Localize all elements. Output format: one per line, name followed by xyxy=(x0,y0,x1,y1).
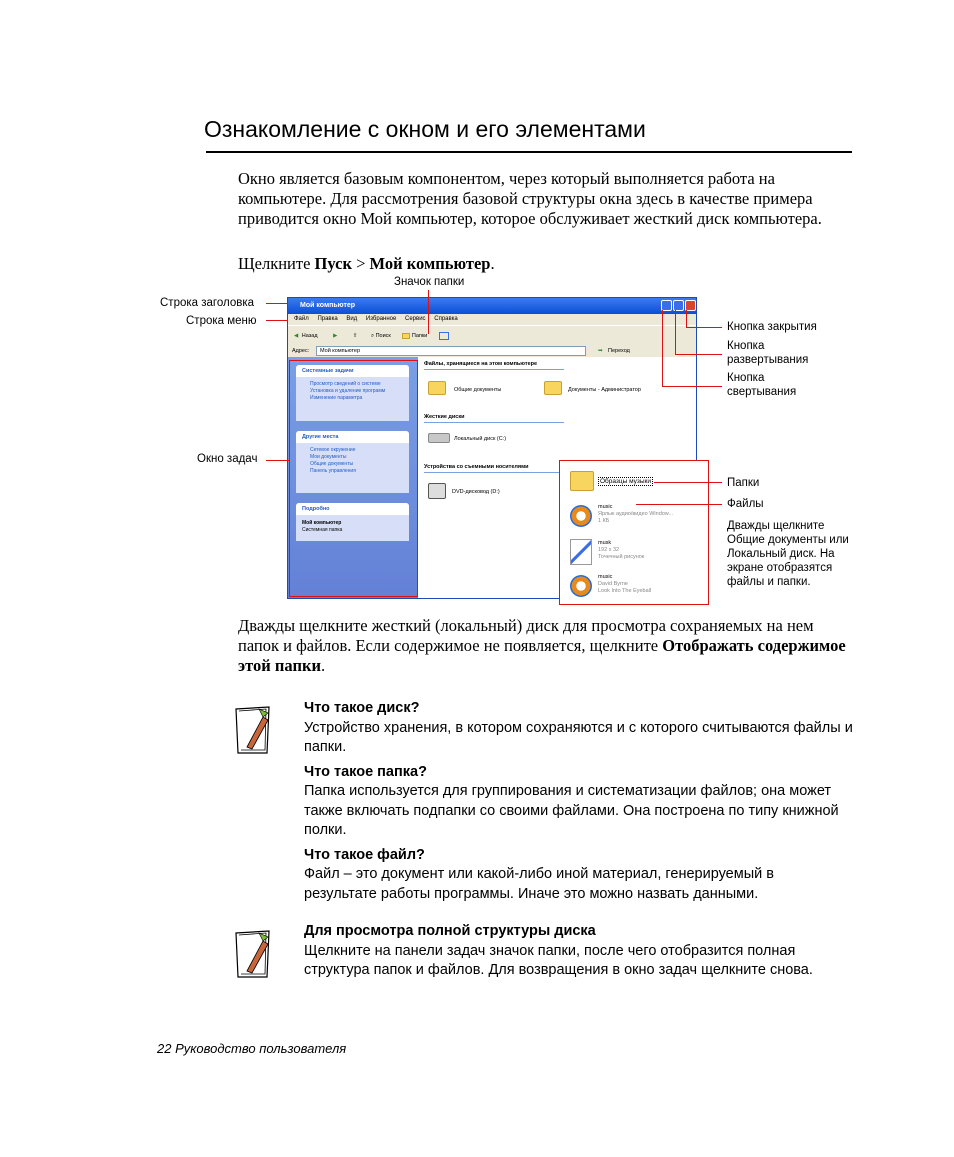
dvd-drive-label[interactable]: DVD-дисковод (D:) xyxy=(452,489,500,495)
go-button-label[interactable]: Переход xyxy=(608,348,630,354)
music-samples-folder-label[interactable]: Образцы музыки xyxy=(600,478,652,485)
intro-paragraph: Окно является базовым компонентом, через который выполняется работа на компьютере. Для рассмотрения базовой структуры окна здесь в качестве примера приводится окно Мой компьютер, которое обслуживает жесткий диск компьютера. xyxy=(238,169,822,228)
note-file-question: Что такое файл? xyxy=(304,846,425,863)
back-icon[interactable]: ◀ xyxy=(294,333,299,339)
up-icon[interactable]: ⇧ xyxy=(352,333,358,339)
file2-name[interactable]: musk xyxy=(598,540,612,546)
group-rule xyxy=(424,369,564,370)
details-title[interactable]: Подробно xyxy=(296,503,409,515)
window-menu-bar xyxy=(288,314,696,325)
callout-line xyxy=(686,327,722,328)
callout-double-click: Дважды щелкните Общие документы или Локальный диск. На экране отобразятся файлы и папки. xyxy=(727,520,849,588)
page-title: Ознакомление с окном и его элементами xyxy=(204,116,646,142)
callout-task-pane: Окно задач xyxy=(197,453,258,465)
menu-edit[interactable]: Правка xyxy=(317,316,338,322)
callout-line xyxy=(636,504,722,505)
callout-folder-icon: Значок папки xyxy=(394,276,465,288)
note-folder-question: Что такое папка? xyxy=(304,763,427,780)
note-structure-question: Для просмотра полной структуры диска xyxy=(304,923,596,939)
callout-line xyxy=(266,303,288,304)
callout-close-button: Кнопка закрытия xyxy=(727,321,817,333)
menu-file[interactable]: Файл xyxy=(294,316,309,322)
callout-line xyxy=(662,310,663,387)
menu-favorites[interactable]: Избранное xyxy=(365,316,397,322)
bitmap-file-icon[interactable] xyxy=(570,539,592,565)
file1-type: Ярлык аудио/видео Window... xyxy=(598,511,674,517)
callout-line xyxy=(266,460,289,461)
admin-docs-folder-icon[interactable] xyxy=(544,381,562,395)
place-my-documents[interactable]: Мои документы xyxy=(310,454,347,460)
dvd-drive-icon[interactable] xyxy=(428,483,446,499)
group-stored-files: Файлы, хранящиеся на этом компьютере xyxy=(424,361,538,367)
folders-button-label[interactable]: Папки xyxy=(411,333,428,339)
note-folder-answer: Папка используется для группирования и систематизации файлов; она может также включать подпапки со своими файлами. Она построена по типу книжной полки. xyxy=(304,783,839,838)
title-underline xyxy=(206,151,852,153)
media-file-icon[interactable] xyxy=(570,505,592,527)
notes-block-1 xyxy=(304,699,856,904)
callout-maximize-button: Кнопка развертывания xyxy=(727,340,809,366)
callout-line xyxy=(266,320,288,321)
shared-docs-label[interactable]: Общие документы xyxy=(454,387,502,393)
file3-name[interactable]: music xyxy=(598,574,613,580)
address-field[interactable]: Мой компьютер xyxy=(316,346,586,356)
address-label: Адрес: xyxy=(292,348,310,354)
file3-artist: David Byrne xyxy=(598,581,628,587)
place-shared-documents[interactable]: Общие документы xyxy=(310,461,354,467)
task-change-setting[interactable]: Изменение параметра xyxy=(310,395,363,401)
details-item-type: Системная папка xyxy=(302,527,343,533)
instruction-paragraph: Щелкните Пуск > Мой компьютер. xyxy=(238,254,495,273)
file3-album: Look Into The Eyeball xyxy=(598,588,652,594)
local-disk-label[interactable]: Локальный диск (C:) xyxy=(454,436,507,442)
audio-file-icon[interactable] xyxy=(570,575,592,597)
note-folder xyxy=(304,763,856,841)
note-disk-answer: Устройство хранения, в котором сохраняются и с которого считываются файлы и папки. xyxy=(304,719,853,755)
task-pane-highlight xyxy=(289,360,418,597)
go-icon[interactable]: ➡ xyxy=(598,348,603,354)
callout-folders: Папки xyxy=(727,477,760,489)
file2-type: Точечный рисунок xyxy=(598,554,645,560)
file2-dimensions: 192 x 32 xyxy=(598,547,620,553)
note-disk-question: Что такое диск? xyxy=(304,700,420,716)
callout-line xyxy=(686,310,687,328)
menu-view[interactable]: Вид xyxy=(346,316,358,322)
other-places-title[interactable]: Другие места xyxy=(296,431,409,443)
menu-help[interactable]: Справка xyxy=(434,316,458,322)
page-footer: 22 Руководство пользователя xyxy=(157,1041,347,1056)
callout-line xyxy=(662,386,722,387)
group-removable: Устройства со съемными носителями xyxy=(424,464,529,470)
callout-minimize-button: Кнопка свертывания xyxy=(727,372,797,398)
place-network[interactable]: Сетевое окружение xyxy=(310,447,356,453)
note-file-answer: Файл – это документ или какой-либо иной материал, генерируемый в результате работы программы. Иначе это можно назвать данными. xyxy=(304,866,774,902)
note-file xyxy=(304,846,856,905)
details-item-name: Мой компьютер xyxy=(302,520,342,526)
admin-docs-label[interactable]: Документы - Администратор xyxy=(568,387,641,393)
callout-files: Файлы xyxy=(727,498,764,510)
callout-line xyxy=(654,482,722,483)
task-view-system-info[interactable]: Просмотр сведений о системе xyxy=(310,381,381,387)
views-icon[interactable] xyxy=(439,332,449,340)
window-toolbar xyxy=(288,325,696,345)
shared-docs-folder-icon[interactable] xyxy=(428,381,446,395)
note-structure-answer: Щелкните на панели задач значок папки, после чего отобразится полная структура папок и файлов. Для возвращения в окно задач щелкните снова. xyxy=(304,942,813,978)
note-pencil-icon xyxy=(233,927,275,981)
group-rule xyxy=(424,472,564,473)
window-title-bar: Мой компьютер xyxy=(288,298,696,314)
note-pencil-icon xyxy=(233,703,275,757)
back-button-label[interactable]: Назад xyxy=(301,333,318,339)
file1-name[interactable]: music xyxy=(598,504,613,510)
hard-disk-icon[interactable] xyxy=(428,433,450,443)
callout-title-bar: Строка заголовка xyxy=(160,297,255,309)
address-bar xyxy=(288,345,696,357)
notes-block-2 xyxy=(304,922,856,981)
menu-tools[interactable]: Сервис xyxy=(405,316,426,322)
forward-icon[interactable]: ▶ xyxy=(333,333,338,339)
note-disk xyxy=(304,699,856,758)
callout-line xyxy=(428,290,429,334)
folders-icon[interactable] xyxy=(402,333,410,339)
search-button-label[interactable]: Поиск xyxy=(375,333,391,339)
file1-size: 1 КБ xyxy=(598,518,610,524)
callout-line xyxy=(675,354,722,355)
group-rule xyxy=(424,422,564,423)
music-samples-folder-icon[interactable] xyxy=(570,471,594,491)
group-hard-disks: Жесткие диски xyxy=(424,414,465,420)
task-add-remove-programs[interactable]: Установка и удаление программ xyxy=(310,388,386,394)
callout-menu-bar: Строка меню xyxy=(186,315,257,327)
search-icon[interactable]: ⌕ xyxy=(370,333,375,339)
system-tasks-title[interactable]: Системные задачи xyxy=(296,365,409,377)
place-control-panel[interactable]: Панель управления xyxy=(310,468,356,474)
callout-line xyxy=(675,310,676,355)
double-click-paragraph: Дважды щелкните жесткий (локальный) диск для просмотра сохраняемых на нем папок и файлов. Если содержимое не появляется, щелкните Отображать содержимое этой папки. xyxy=(238,616,846,675)
